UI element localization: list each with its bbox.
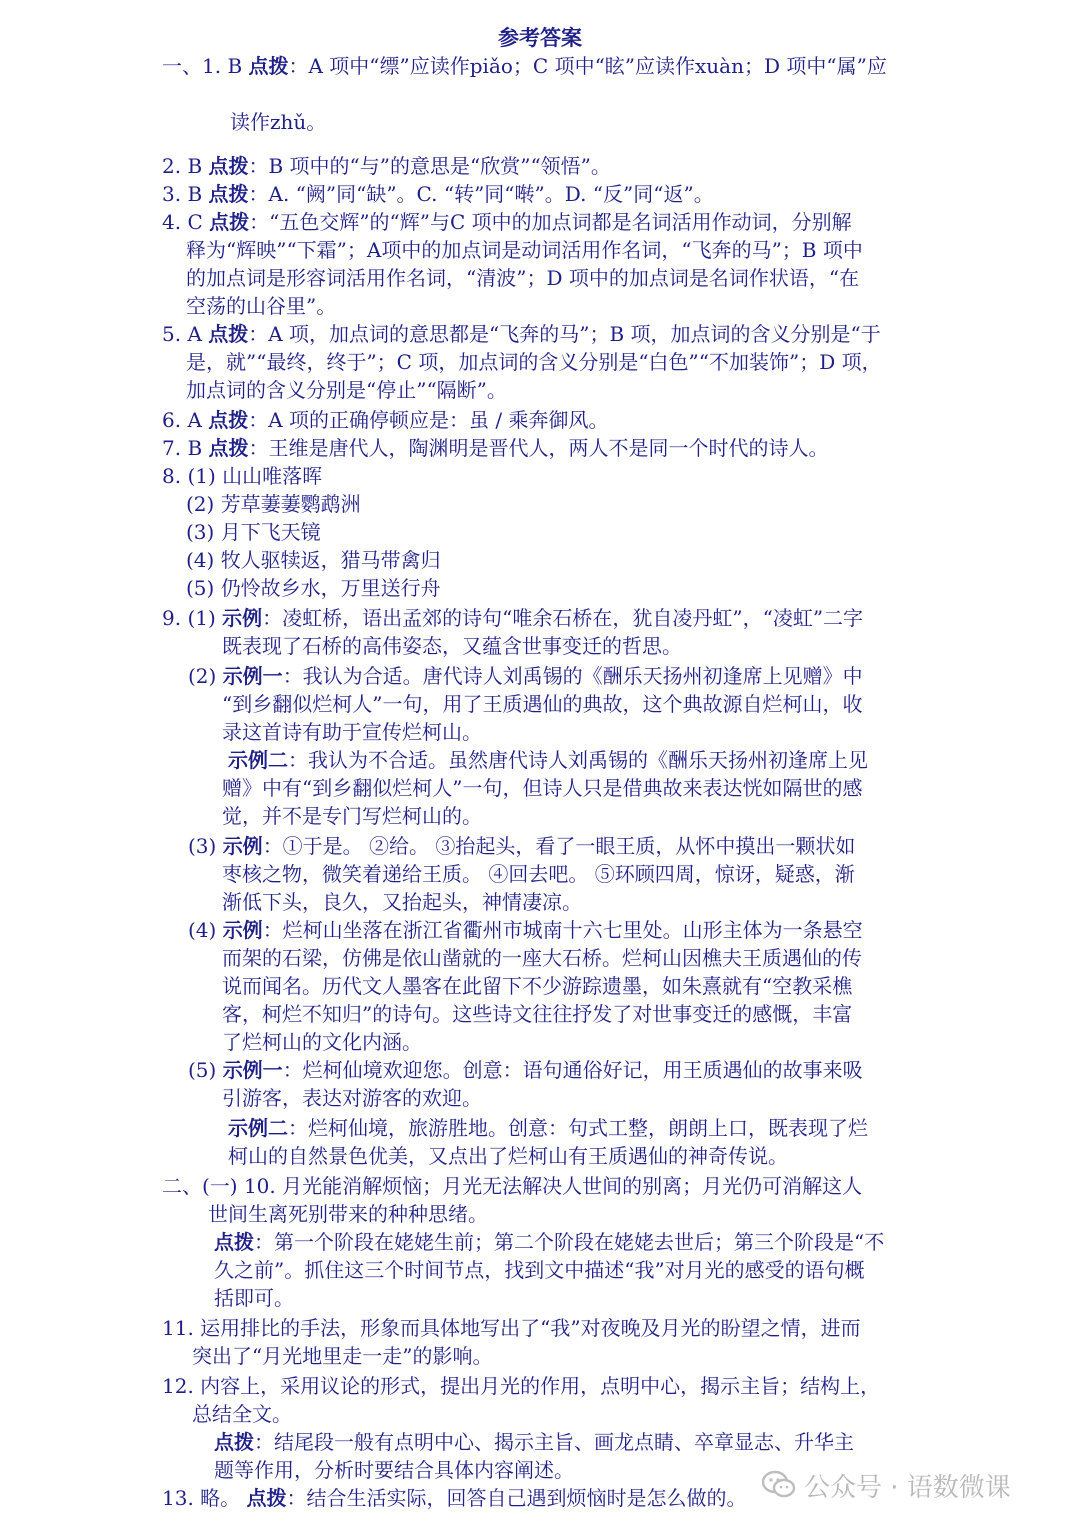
answer-line (162, 434, 829, 462)
item-number: (5) (186, 576, 221, 600)
item-number: 9. (1) (162, 606, 223, 630)
item-number: (3) (186, 520, 221, 544)
answer-text: “到乡翻似烂柯人”一句，用了王质遇仙的典故，这个典故源自烂柯山，收 (222, 692, 863, 716)
answer-line (208, 1200, 488, 1228)
item-number: (2) (186, 492, 221, 516)
item-number: 8. (1) (162, 464, 223, 488)
answer-text: 山山唯落晖 (222, 464, 323, 488)
answer-line (186, 292, 336, 320)
answer-text: 括即可。 (214, 1286, 294, 1310)
item-number: 3. B (162, 182, 209, 206)
answer-line (214, 1284, 294, 1312)
answer-line (192, 1342, 492, 1370)
answer-text: 月下飞天镜 (220, 520, 321, 544)
answer-line (162, 208, 852, 236)
answer-line (214, 1428, 854, 1456)
answer-line (162, 1484, 747, 1512)
answer-text: ：结尾段一般有点明中心、揭示主旨、画龙点睛、卒章显志、升华主 (254, 1430, 854, 1454)
answer-text: 觉，并不是专门写烂柯山的。 (222, 804, 482, 828)
answer-line (162, 462, 322, 490)
answer-text: 月光能消解烦恼；月光无法解决人世间的别离；月光仍可消解这人 (282, 1174, 863, 1198)
answer-line (222, 1028, 422, 1056)
hint-label: 点拨 (208, 182, 249, 206)
answer-line (162, 1314, 861, 1342)
answer-line (188, 1056, 863, 1084)
answer-text: 总结全文。 (192, 1402, 292, 1426)
answer-line (214, 1256, 865, 1284)
item-number: (2) (188, 664, 223, 688)
answer-text: ：A 项，加点词的意思都是“飞奔的马”；B 项，加点词的含义分别是“于 (248, 322, 881, 346)
answer-text: 内容上，采用议论的形式，提出月光的作用，点明中心，揭示主旨；结构上， (200, 1374, 881, 1398)
answer-text: ：B 项中的“与”的意思是“欣赏”“领悟”。 (248, 154, 611, 178)
hint-label: 点拨 (208, 436, 249, 460)
answer-line (186, 376, 507, 404)
hint-label: 示例 (222, 834, 263, 858)
item-number: 11. (162, 1316, 201, 1340)
answer-line (186, 264, 859, 292)
answer-line (162, 1172, 862, 1200)
answer-text: 既表现了石桥的高伟姿态，又蕴含世事变迁的哲思。 (222, 634, 682, 658)
answer-line (186, 348, 882, 376)
answer-line (188, 662, 863, 690)
item-number: 13. 略。 (162, 1486, 247, 1510)
hint-label: 点拨 (248, 54, 289, 78)
answer-line (192, 1400, 292, 1428)
hint-label: 点拨 (209, 210, 250, 234)
answer-line (222, 774, 862, 802)
answer-line (162, 52, 887, 80)
answer-text: ：凌虹桥，语出孟郊的诗句“唯余石桥在，犹自凌丹虹”，“凌虹”二字 (262, 606, 864, 630)
answer-text: ：结合生活实际，回答自己遇到烦恼时是怎么做的。 (286, 1486, 747, 1510)
item-number: (4) (188, 918, 223, 942)
answer-text: ：烂柯山坐落在浙江省衢州市城南十六七里处。山形主体为一条悬空 (262, 918, 863, 942)
answer-line (222, 802, 482, 830)
item-number: (3) (188, 834, 223, 858)
answer-text: ：烂柯仙境欢迎您。创意：语句通俗好记，用王质遇仙的故事来吸 (282, 1058, 863, 1082)
answer-line (222, 690, 862, 718)
hint-label: 示例 (222, 606, 263, 630)
item-number: 一、1. B (162, 54, 249, 78)
answer-text: 仍怜故乡水，万里送行舟 (220, 576, 441, 600)
answer-text: ：烂柯仙境，旅游胜地。创意：句式工整，朗朗上口，既表现了烂 (288, 1116, 868, 1140)
item-number: 12. (162, 1374, 201, 1398)
hint-label: 示例 (222, 918, 263, 942)
answer-line (162, 320, 881, 348)
answer-line (222, 888, 582, 916)
wechat-icon (762, 1470, 796, 1500)
answer-text: 芳草萋萋鹦鹉洲 (220, 492, 361, 516)
hint-label: 示例一 (222, 1058, 283, 1082)
answer-line (186, 490, 361, 518)
answer-text: ：我认为合适。唐代诗人刘禹锡的《酬乐天扬州初逢席上见赠》中 (282, 664, 863, 688)
answer-text: 客，柯烂不知归”的诗句。这些诗文往往抒发了对世事变迁的感慨，丰富 (222, 1002, 853, 1026)
answer-line (162, 180, 714, 208)
item-number: (5) (188, 1058, 223, 1082)
answer-text: 久之前”。抓住这三个时间节点，找到文中描述“我”对月光的感受的语句概 (214, 1258, 865, 1282)
answer-line (186, 574, 441, 602)
answer-line (228, 746, 868, 774)
answer-line (186, 518, 321, 546)
item-number: 6. A (162, 408, 209, 432)
answer-text: ：我认为不合适。虽然唐代诗人刘禹锡的《酬乐天扬州初逢席上见 (288, 748, 868, 772)
answer-text: 牧人驱犊返，猎马带禽归 (220, 548, 441, 572)
hint-label: 示例二 (228, 748, 288, 772)
answer-line (162, 152, 611, 180)
answer-line (222, 1000, 852, 1028)
answer-line (228, 1142, 788, 1170)
item-number: 4. C (162, 210, 210, 234)
answer-line (222, 972, 852, 1000)
answer-text: 说而闻名。历代文人墨客在此留下不少游踪遗墨，如朱熹就有“空教采樵 (222, 974, 853, 998)
answer-line (222, 1084, 482, 1112)
answer-line (222, 944, 862, 972)
answer-text: 突出了“月光地里走一走”的影响。 (192, 1344, 493, 1368)
item-number: 5. A (162, 322, 209, 346)
watermark (762, 1462, 1062, 1508)
answer-text: ：A 项中“缥”应读作piǎo；C 项中“眩”应读作xuàn；D 项中“属”应 (288, 54, 887, 78)
answer-text: 枣核之物，微笑着递给王质。 ④回去吧。 ⑤环顾四周，惊讶，疑惑，渐 (222, 862, 855, 886)
answer-text: ：A. “阙”同“缺”。C. “转”同“啭”。D. “反”同“返”。 (248, 182, 714, 206)
answer-line (214, 1456, 574, 1484)
hint-label: 点拨 (208, 154, 249, 178)
answer-text: ：A 项的正确停顿应是：虽 / 乘奔御风。 (248, 408, 609, 432)
hint-label: 点拨 (208, 408, 249, 432)
answer-line (188, 916, 863, 944)
answer-text: 赠》中有“到乡翻似烂柯人”一句，但诗人只是借典故来表达恍如隔世的感 (222, 776, 863, 800)
hint-label: 点拨 (208, 322, 249, 346)
answer-text: 世间生离死别带来的种种思绪。 (208, 1202, 488, 1226)
answer-text: ：“五色交辉”的“辉”与C 项中的加点词都是名词活用作动词，分别解 (249, 210, 852, 234)
answer-text: 录这首诗有助于宣传烂柯山。 (222, 720, 482, 744)
answer-line (222, 718, 482, 746)
answer-text: 而架的石梁，仿佛是依山凿就的一座大石桥。烂柯山因樵夫王质遇仙的传 (222, 946, 862, 970)
answer-line (188, 832, 855, 860)
hint-label: 示例二 (228, 1116, 288, 1140)
answer-text: ：王维是唐代人，陶渊明是晋代人，两人不是同一个时代的诗人。 (248, 436, 829, 460)
item-number: 2. B (162, 154, 209, 178)
answer-text: 了烂柯山的文化内涵。 (222, 1030, 422, 1054)
watermark-text: 公众号 · 语数微课 (804, 1472, 1011, 1503)
answer-line (230, 108, 326, 136)
hint-label: 示例一 (222, 664, 283, 688)
answer-line (162, 406, 609, 434)
answer-text: 引游客，表达对游客的欢迎。 (222, 1086, 482, 1110)
answer-line (186, 236, 863, 264)
answer-text: 读作zhǔ。 (230, 110, 327, 134)
page-title: 参考答案 (498, 26, 582, 50)
answer-line (222, 632, 682, 660)
answer-line (162, 1372, 880, 1400)
answer-text: 释为“辉映”“下霜”；A项中的加点词是动词活用作名词，“飞奔的马”；B 项中 (186, 238, 863, 262)
hint-label: 点拨 (214, 1430, 254, 1454)
answer-text: 空荡的山谷里”。 (186, 294, 337, 318)
answer-line (162, 604, 863, 632)
item-number: (4) (186, 548, 221, 572)
hint-label: 点拨 (246, 1486, 287, 1510)
answer-text: 加点词的含义分别是“停止”“隔断”。 (186, 378, 507, 402)
hint-label: 点拨 (214, 1230, 254, 1254)
answer-line (214, 1228, 884, 1256)
answer-text: 柯山的自然景色优美，又点出了烂柯山有王质遇仙的神奇传说。 (228, 1144, 788, 1168)
answer-text: ：①于是。 ②给。 ③抬起头，看了一眼王质，从怀中摸出一颗状如 (262, 834, 856, 858)
item-number: 二、(一) 10. (162, 1174, 283, 1198)
answer-text: 是，就”“最终，终于”；C 项，加点词的含义分别是“白色”“不加装饰”；D 项， (186, 350, 882, 374)
answer-text: 的加点词是形容词活用作名词，“清波”；D 项中的加点词是名词作状语，“在 (186, 266, 860, 290)
answer-text: 题等作用，分析时要结合具体内容阐述。 (214, 1458, 574, 1482)
answer-text: 运用排比的手法，形象而具体地写出了“我”对夜晚及月光的盼望之情，进而 (200, 1316, 861, 1340)
answer-line (186, 546, 441, 574)
answer-line (228, 1114, 868, 1142)
answer-text: ：第一个阶段在姥姥生前；第二个阶段在姥姥去世后；第三个阶段是“不 (254, 1230, 885, 1254)
answer-text: 渐低下头，良久，又抬起头，神情凄凉。 (222, 890, 582, 914)
answer-line (222, 860, 855, 888)
item-number: 7. B (162, 436, 209, 460)
